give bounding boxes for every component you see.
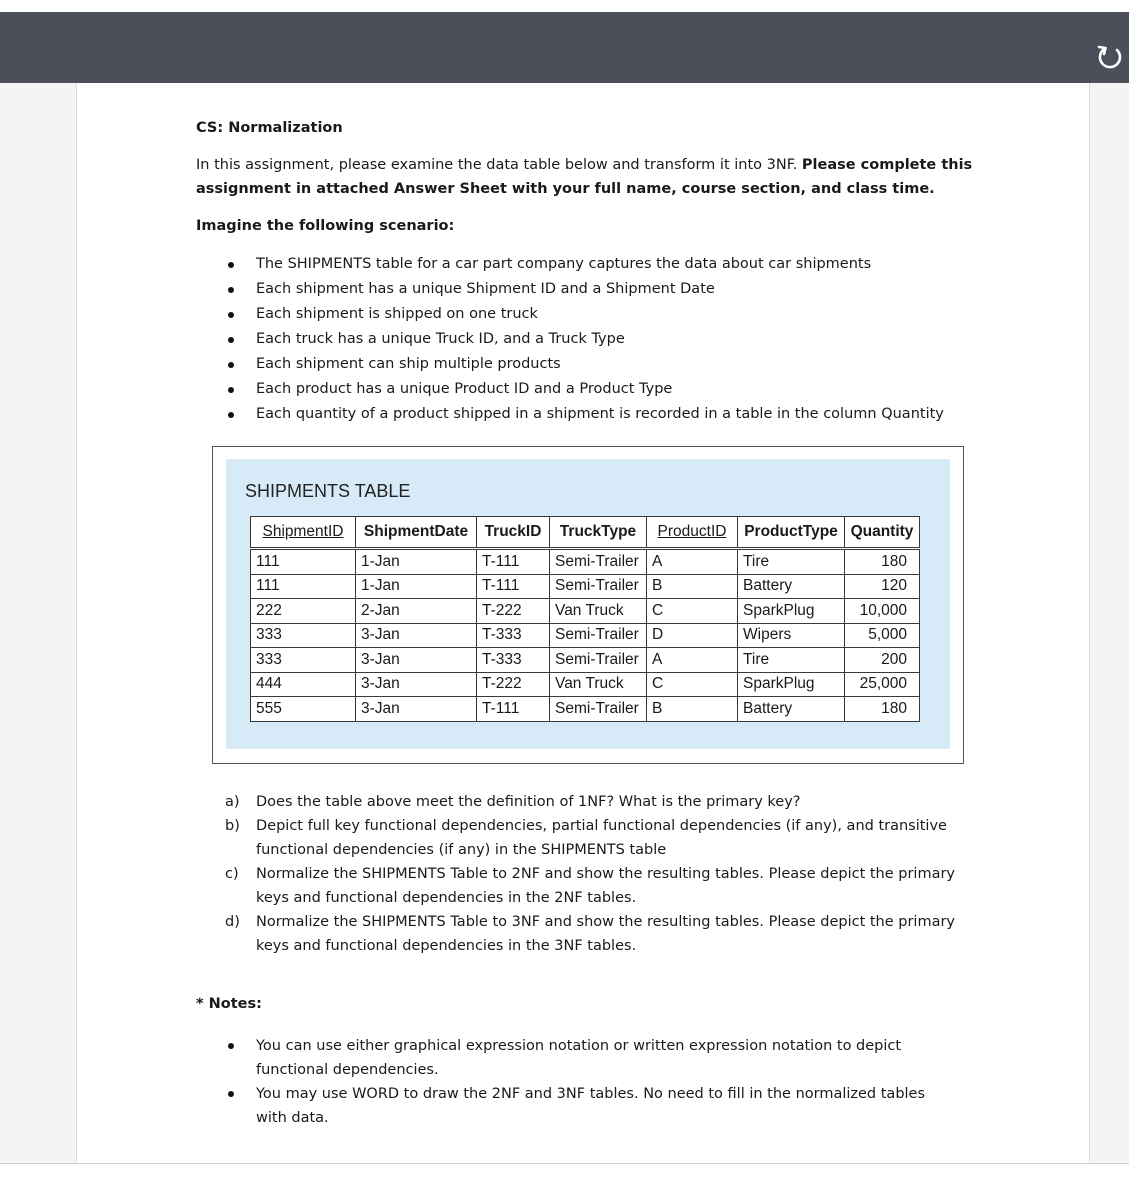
list-item: The SHIPMENTS table for a car part company captures the data about car shipments bbox=[196, 252, 986, 277]
cell: 180 bbox=[845, 549, 920, 575]
cell: T-222 bbox=[477, 599, 550, 624]
cell: C bbox=[647, 672, 738, 697]
header-trucktype: TruckType bbox=[550, 517, 647, 549]
cell: 3-Jan bbox=[356, 648, 477, 673]
cell: 444 bbox=[251, 672, 356, 697]
cell: T-333 bbox=[477, 648, 550, 673]
question-list bbox=[222, 790, 982, 958]
question-text: Does the table above meet the definition of 1NF? What is the primary key? bbox=[256, 794, 801, 810]
cell: 333 bbox=[251, 623, 356, 648]
cell: Semi-Trailer bbox=[550, 549, 647, 575]
question-item bbox=[222, 814, 982, 862]
table-row bbox=[251, 648, 920, 673]
cell: Semi-Trailer bbox=[550, 574, 647, 599]
cell: 111 bbox=[251, 549, 356, 575]
table-row bbox=[251, 599, 920, 624]
question-text: Depict full key functional dependencies, partial functional dependencies (if any), and transitive functional dependencies (if any) in the SHIPMENTS table bbox=[256, 818, 947, 858]
bottom-divider bbox=[0, 1163, 1129, 1164]
cell: C bbox=[647, 599, 738, 624]
page-title: CS: Normalization bbox=[196, 120, 343, 136]
shipments-figure bbox=[212, 446, 964, 764]
cell: B bbox=[647, 697, 738, 722]
shipments-table bbox=[250, 516, 920, 722]
cell: Van Truck bbox=[550, 672, 647, 697]
list-item: Each truck has a unique Truck ID, and a Truck Type bbox=[196, 327, 986, 352]
reload-icon[interactable] bbox=[1095, 42, 1125, 72]
question-label: d) bbox=[225, 914, 240, 930]
cell: T-111 bbox=[477, 574, 550, 599]
cell: 2-Jan bbox=[356, 599, 477, 624]
right-margin bbox=[1089, 83, 1129, 1163]
notes-heading: * Notes: bbox=[196, 996, 262, 1012]
cell: T-111 bbox=[477, 697, 550, 722]
table-background bbox=[226, 459, 950, 749]
cell: Semi-Trailer bbox=[550, 648, 647, 673]
cell: 3-Jan bbox=[356, 623, 477, 648]
cell: Battery bbox=[738, 574, 845, 599]
top-toolbar bbox=[0, 12, 1129, 83]
question-text: Normalize the SHIPMENTS Table to 3NF and show the resulting tables. Please depict the primary keys and functional dependencies in the 3NF tables. bbox=[256, 914, 956, 954]
list-item: Each product has a unique Product ID and a Product Type bbox=[196, 377, 986, 402]
cell: A bbox=[647, 549, 738, 575]
notes-list bbox=[196, 1034, 956, 1130]
question-text: Normalize the SHIPMENTS Table to 2NF and show the resulting tables. Please depict the primary keys and functional dependencies in the 2NF tables. bbox=[256, 866, 956, 906]
scenario-heading: Imagine the following scenario: bbox=[196, 218, 455, 234]
cell: 200 bbox=[845, 648, 920, 673]
header-truckid: TruckID bbox=[477, 517, 550, 549]
table-row bbox=[251, 672, 920, 697]
header-producttype: ProductType bbox=[738, 517, 845, 549]
cell: Wipers bbox=[738, 623, 845, 648]
question-label: b) bbox=[225, 818, 240, 834]
list-item: Each quantity of a product shipped in a shipment is recorded in a table in the column Quantity bbox=[196, 402, 986, 427]
header-productid: ProductID bbox=[647, 517, 738, 549]
cell: 120 bbox=[845, 574, 920, 599]
intro-text: In this assignment, please examine the data table below and transform it into 3NF. bbox=[196, 157, 802, 173]
table-header-row bbox=[251, 517, 920, 549]
question-item bbox=[222, 862, 982, 910]
document-body bbox=[196, 116, 986, 427]
list-item: You can use either graphical expression notation or written expression notation to depict functional dependencies. bbox=[196, 1034, 956, 1082]
cell: T-333 bbox=[477, 623, 550, 648]
cell: D bbox=[647, 623, 738, 648]
cell: 25,000 bbox=[845, 672, 920, 697]
question-label: a) bbox=[225, 794, 240, 810]
intro-paragraph bbox=[196, 153, 986, 201]
header-shipmentdate: ShipmentDate bbox=[356, 517, 477, 549]
table-row bbox=[251, 549, 920, 575]
cell: 1-Jan bbox=[356, 549, 477, 575]
question-label: c) bbox=[225, 866, 239, 882]
cell: 5,000 bbox=[845, 623, 920, 648]
table-row bbox=[251, 574, 920, 599]
left-margin bbox=[0, 83, 77, 1163]
cell: Semi-Trailer bbox=[550, 623, 647, 648]
question-item bbox=[222, 790, 982, 814]
cell: 222 bbox=[251, 599, 356, 624]
cell: Semi-Trailer bbox=[550, 697, 647, 722]
cell: SparkPlug bbox=[738, 599, 845, 624]
cell: Tire bbox=[738, 648, 845, 673]
cell: T-222 bbox=[477, 672, 550, 697]
cell: Van Truck bbox=[550, 599, 647, 624]
cell: B bbox=[647, 574, 738, 599]
list-item: Each shipment is shipped on one truck bbox=[196, 302, 986, 327]
cell: 333 bbox=[251, 648, 356, 673]
list-item: Each shipment has a unique Shipment ID and a Shipment Date bbox=[196, 277, 986, 302]
intro-emphasis: Please complete this assignment in attached Answer Sheet with your full name, course section, and class time. bbox=[196, 157, 973, 197]
table-row bbox=[251, 623, 920, 648]
list-item: Each shipment can ship multiple products bbox=[196, 352, 986, 377]
cell: A bbox=[647, 648, 738, 673]
table-caption: SHIPMENTS TABLE bbox=[245, 481, 411, 501]
cell: T-111 bbox=[477, 549, 550, 575]
cell: 1-Jan bbox=[356, 574, 477, 599]
table-row bbox=[251, 697, 920, 722]
list-item: You may use WORD to draw the 2NF and 3NF tables. No need to fill in the normalized tables with data. bbox=[196, 1082, 956, 1130]
cell: 180 bbox=[845, 697, 920, 722]
cell: 10,000 bbox=[845, 599, 920, 624]
header-shipmentid: ShipmentID bbox=[251, 517, 356, 549]
cell: 3-Jan bbox=[356, 697, 477, 722]
cell: 3-Jan bbox=[356, 672, 477, 697]
cell: SparkPlug bbox=[738, 672, 845, 697]
cell: Battery bbox=[738, 697, 845, 722]
cell: 555 bbox=[251, 697, 356, 722]
cell: Tire bbox=[738, 549, 845, 575]
header-quantity: Quantity bbox=[845, 517, 920, 549]
scenario-list bbox=[196, 252, 986, 427]
question-item bbox=[222, 910, 982, 958]
cell: 111 bbox=[251, 574, 356, 599]
